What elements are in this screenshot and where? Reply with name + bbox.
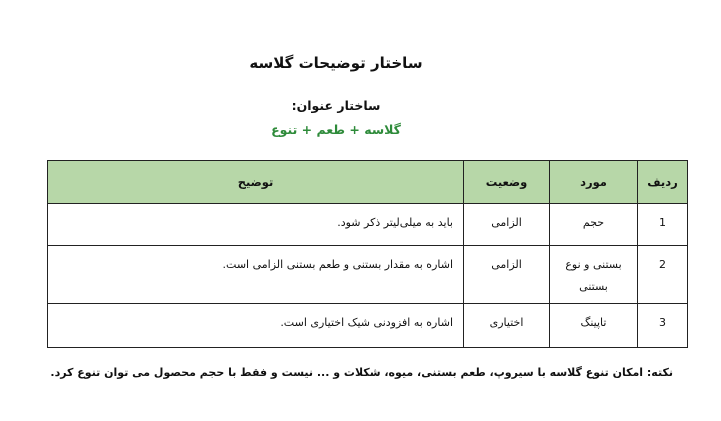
- structure-label: ساختار عنوان:: [291, 98, 381, 113]
- row-description-cell: [48, 246, 464, 304]
- row-description: باید به میلی‌لیتر ذکر شود.: [337, 216, 453, 229]
- table-row: [48, 246, 688, 304]
- row-status-cell: [464, 304, 550, 348]
- structure-formula: گلاسه + طعم + تنوع: [271, 122, 401, 137]
- row-status-cell: [464, 246, 550, 304]
- row-status: اختیاری: [489, 316, 524, 329]
- row-index-cell: [638, 304, 688, 348]
- row-item-cell: [550, 204, 638, 246]
- row-item: حجم: [582, 216, 605, 229]
- table-header-row: [48, 161, 688, 204]
- row-description: اشاره به افزودنی شیک اختیاری است.: [280, 316, 453, 329]
- row-status: الزامی: [491, 258, 522, 271]
- row-status-cell: [464, 204, 550, 246]
- header-item: مورد: [550, 161, 638, 204]
- row-index: 1: [659, 216, 666, 229]
- footnote: نکته: امکان تنوع گلاسه با سیروپ، طعم بستنی، میوه، شکلات و ... نیست و فقط با حجم محصول می توان تنوع کرد.: [50, 366, 673, 379]
- row-description-cell: [48, 204, 464, 246]
- page-title: ساختار توضیحات گلاسه: [249, 54, 423, 72]
- row-item: تاپینگ: [580, 316, 607, 329]
- row-index: 3: [659, 316, 666, 329]
- spec-table: [47, 160, 688, 348]
- table-row: [48, 304, 688, 348]
- row-description: اشاره به مقدار بستنی و طعم بستنی الزامی است.: [222, 258, 453, 271]
- table-row: [48, 204, 688, 246]
- header-index: ردیف: [638, 161, 688, 204]
- header-description: توضیح: [48, 161, 464, 204]
- row-index-cell: [638, 246, 688, 304]
- row-item: بستنی و نوع بستنی: [565, 258, 622, 293]
- row-description-cell: [48, 304, 464, 348]
- header-status: وضعیت: [464, 161, 550, 204]
- row-item-cell: [550, 304, 638, 348]
- row-status: الزامی: [491, 216, 522, 229]
- row-index-cell: [638, 204, 688, 246]
- row-item-cell: [550, 246, 638, 304]
- row-index: 2: [659, 258, 666, 271]
